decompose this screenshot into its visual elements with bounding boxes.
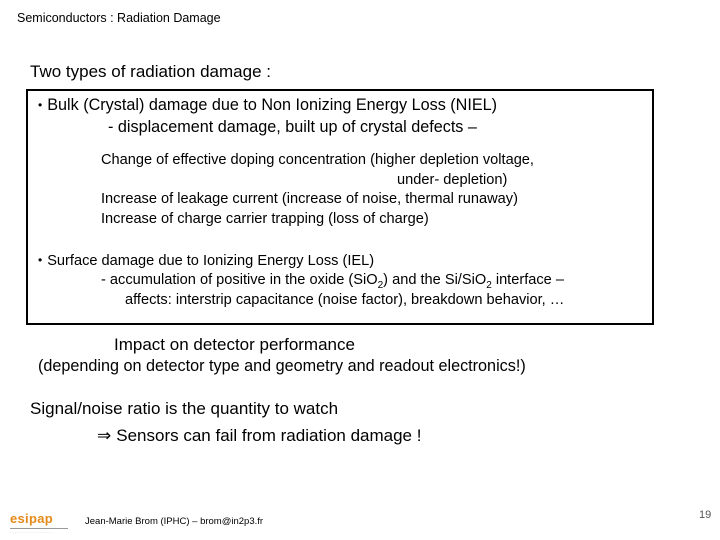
signal-noise-line: Signal/noise ratio is the quantity to watch [30,399,339,418]
logo-text: esipap [10,511,53,526]
intro-heading: Two types of radiation damage : [30,62,271,81]
sensor-failure-text: Sensors can fail from radiation damage ! [116,426,422,445]
bulk-effect-doping-cont: under- depletion) [397,172,508,188]
impact-detail: (depending on detector type and geometry and readout electronics!) [38,357,526,375]
implies-arrow-icon: ⇒ [97,426,112,445]
bullet-icon: • [38,253,43,267]
bulk-damage-sub: - displacement damage, built up of crystal defects – [108,118,477,136]
bulk-effect-doping: Change of effective doping concentration (higher depletion voltage, [101,152,534,168]
bullet-icon: • [38,98,43,112]
bulk-heading-text: Bulk (Crystal) damage due to Non Ionizing Energy Loss (NIEL) [47,96,498,114]
surface-damage-affects: affects: interstrip capacitance (noise factor), breakdown behavior, … [125,292,565,308]
logo-underline [10,528,68,529]
bulk-effect-leakage: Increase of leakage current (increase of noise, thermal runaway) [101,191,518,207]
footer-author: Jean-Marie Brom (IPHC) – brom@in2p3.fr [85,516,264,527]
surface-heading-text: Surface damage due to Ionizing Energy Loss (IEL) [47,253,375,269]
slide-header-title: Semiconductors : Radiation Damage [17,11,221,25]
surface-damage-heading [38,253,374,269]
impact-title: Impact on detector performance [114,335,355,354]
esipap-logo [10,511,70,537]
surface-damage-sub: - accumulation of positive in the oxide (SiO$_2$) and the Si/SiO$_2$ interface – [101,272,564,291]
logo-small-print: · · · · · · · · · · · · · · · · · · [10,530,53,535]
sensor-failure-line [97,426,421,446]
bulk-effect-trapping: Increase of charge carrier trapping (loss of charge) [101,211,429,227]
bulk-damage-heading [38,96,497,115]
page-number: 19 [699,509,712,521]
